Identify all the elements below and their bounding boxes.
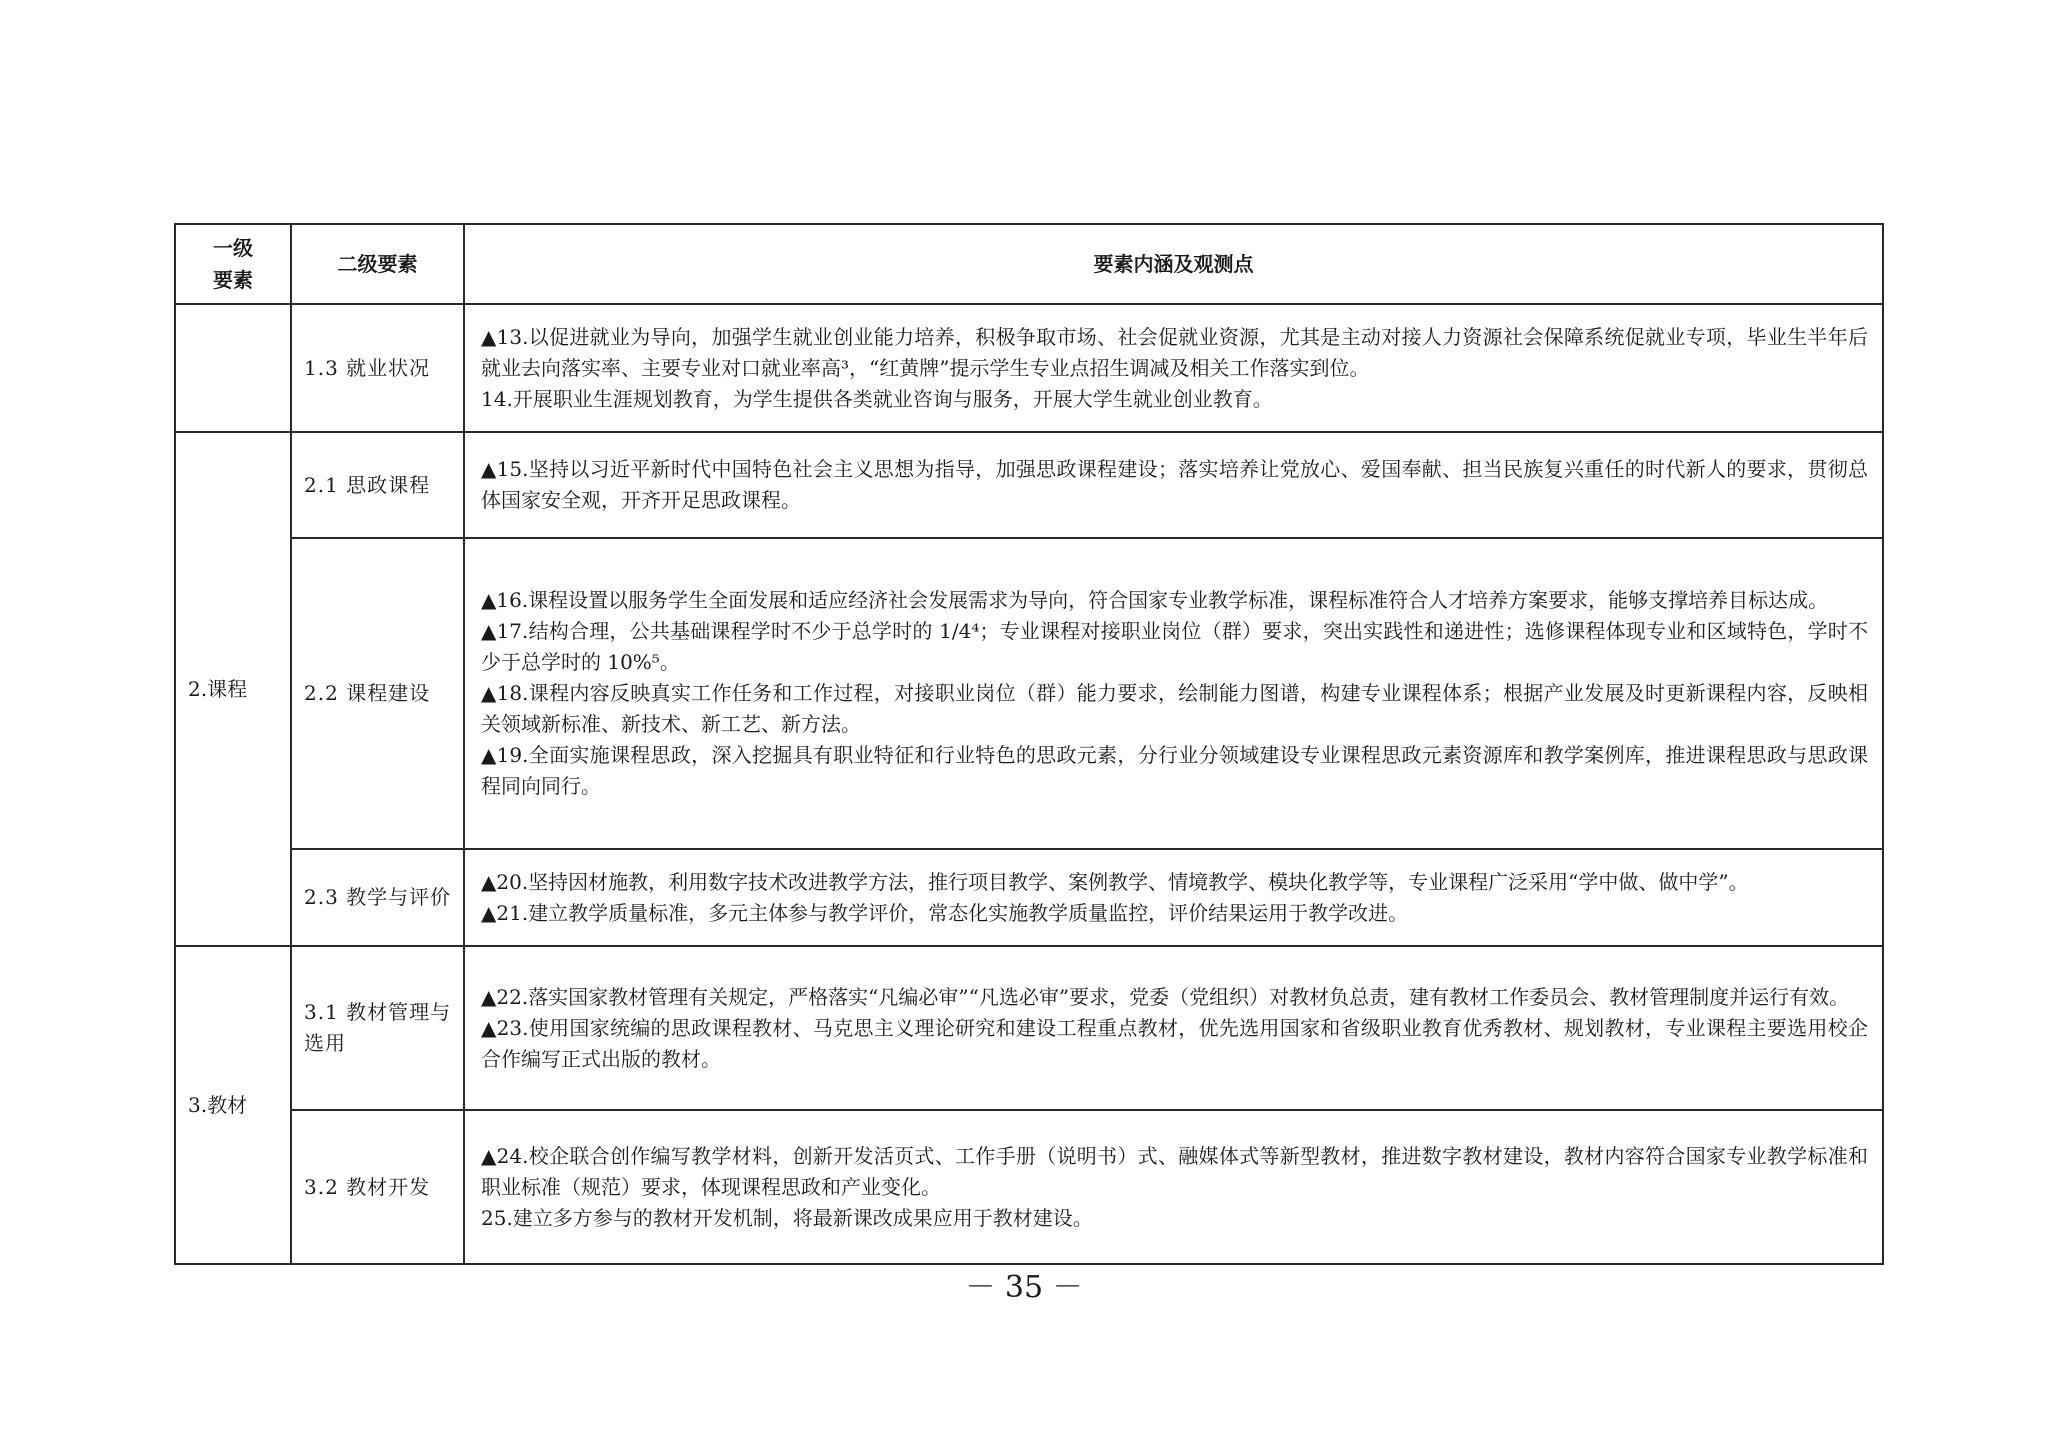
secondary-element-cell: 3.2 教材开发 (291, 1110, 464, 1264)
observation-point: ▲24.校企联合创作编写教学材料，创新开发活页式、工作手册（说明书）式、融媒体式等新型教材，推进数字教材建设，教材内容符合国家专业教学标准和职业标准（规范）要求，体现课程思政和产业变化。 (481, 1143, 1868, 1199)
primary-element-cell: 2.课程 (175, 432, 291, 946)
table-header-row (175, 224, 1883, 304)
content-cell (464, 432, 1883, 538)
header-primary-element (175, 224, 291, 304)
primary-element-cell (175, 304, 291, 432)
table-row (175, 1110, 1883, 1264)
standards-table (174, 223, 1884, 1265)
table-row (175, 432, 1883, 538)
observation-point: ▲18.课程内容反映真实工作任务和工作过程，对接职业岗位（群）能力要求，绘制能力图谱，构建专业课程体系；根据产业发展及时更新课程内容，反映相关领域新标准、新技术、新工艺、新方法。 (481, 681, 1868, 736)
secondary-element-cell: 2.1 思政课程 (291, 432, 464, 538)
secondary-element-cell: 2.2 课程建设 (291, 538, 464, 849)
observation-point: 25.建立多方参与的教材开发机制，将最新课改成果应用于教材建设。 (481, 1205, 1093, 1230)
observation-point: 14.开展职业生涯规划教育，为学生提供各类就业咨询与服务，开展大学生就业创业教育。 (481, 386, 1273, 411)
observation-point: ▲19.全面实施课程思政，深入挖掘具有职业特征和行业特色的思政元素，分行业分领域建设专业课程思政元素资源库和教学案例库，推进课程思政与思政课程同向同行。 (481, 743, 1868, 798)
observation-point: ▲22.落实国家教材管理有关规定，严格落实“凡编必审”“凡选必审”要求，党委（党组织）对教材负总责，建有教材工作委员会、教材管理制度并运行有效。 (481, 984, 1850, 1009)
content-cell (464, 946, 1883, 1110)
table-row (175, 946, 1883, 1110)
observation-point: ▲21.建立教学质量标准，多元主体参与教学评价，常态化实施教学质量监控，评价结果运用于教学改进。 (481, 900, 1409, 925)
header-primary-line2: 要素 (213, 268, 253, 292)
observation-point: ▲20.坚持因材施教，利用数字技术改进教学方法，推行项目教学、案例教学、情境教学、模块化教学等，专业课程广泛采用“学中做、做中学”。 (481, 869, 1749, 894)
header-content-observation: 要素内涵及观测点 (464, 224, 1883, 304)
observation-point: ▲16.课程设置以服务学生全面发展和适应经济社会发展需求为导向，符合国家专业教学标准，课程标准符合人才培养方案要求，能够支撑培养目标达成。 (481, 588, 1829, 612)
table-row (175, 849, 1883, 946)
content-cell (464, 304, 1883, 432)
observation-point: ▲15.坚持以习近平新时代中国特色社会主义思想为指导，加强思政课程建设；落实培养让党放心、爱国奉献、担当民族复兴重任的时代新人的要求，贯彻总体国家安全观，开齐开足思政课程。 (481, 457, 1868, 512)
observation-point: ▲17.结构合理，公共基础课程学时不少于总学时的 1/4⁴；专业课程对接职业岗位（群）要求，突出实践性和递进性；选修课程体现专业和区域特色，学时不少于总学时的 10%⁵。 (481, 619, 1868, 674)
header-secondary-element: 二级要素 (291, 224, 464, 304)
page-number: － 35 － (965, 1270, 1083, 1305)
secondary-element-cell: 1.3 就业状况 (291, 304, 464, 432)
header-primary-line1: 一级 (213, 236, 253, 260)
content-cell (464, 849, 1883, 946)
primary-element-cell: 3.教材 (175, 946, 291, 1264)
table-row (175, 538, 1883, 849)
observation-point: ▲23.使用国家统编的思政课程教材、马克思主义理论研究和建设工程重点教材，优先选用国家和省级职业教育优秀教材、规划教材，专业课程主要选用校企合作编写正式出版的教材。 (481, 1015, 1868, 1071)
table-row (175, 304, 1883, 432)
content-cell (464, 1110, 1883, 1264)
secondary-element-cell: 2.3 教学与评价 (291, 849, 464, 946)
content-cell (464, 538, 1883, 849)
secondary-element-cell: 3.1 教材管理与选用 (291, 946, 464, 1110)
observation-point: ▲13.以促进就业为导向，加强学生就业创业能力培养，积极争取市场、社会促就业资源，尤其是主动对接人力资源社会保障系统促就业专项，毕业生半年后就业去向落实率、主要专业对口就业率高³，“红黄牌”提示学生专业点招生调减及相关工作落实到位。 (481, 324, 1868, 380)
